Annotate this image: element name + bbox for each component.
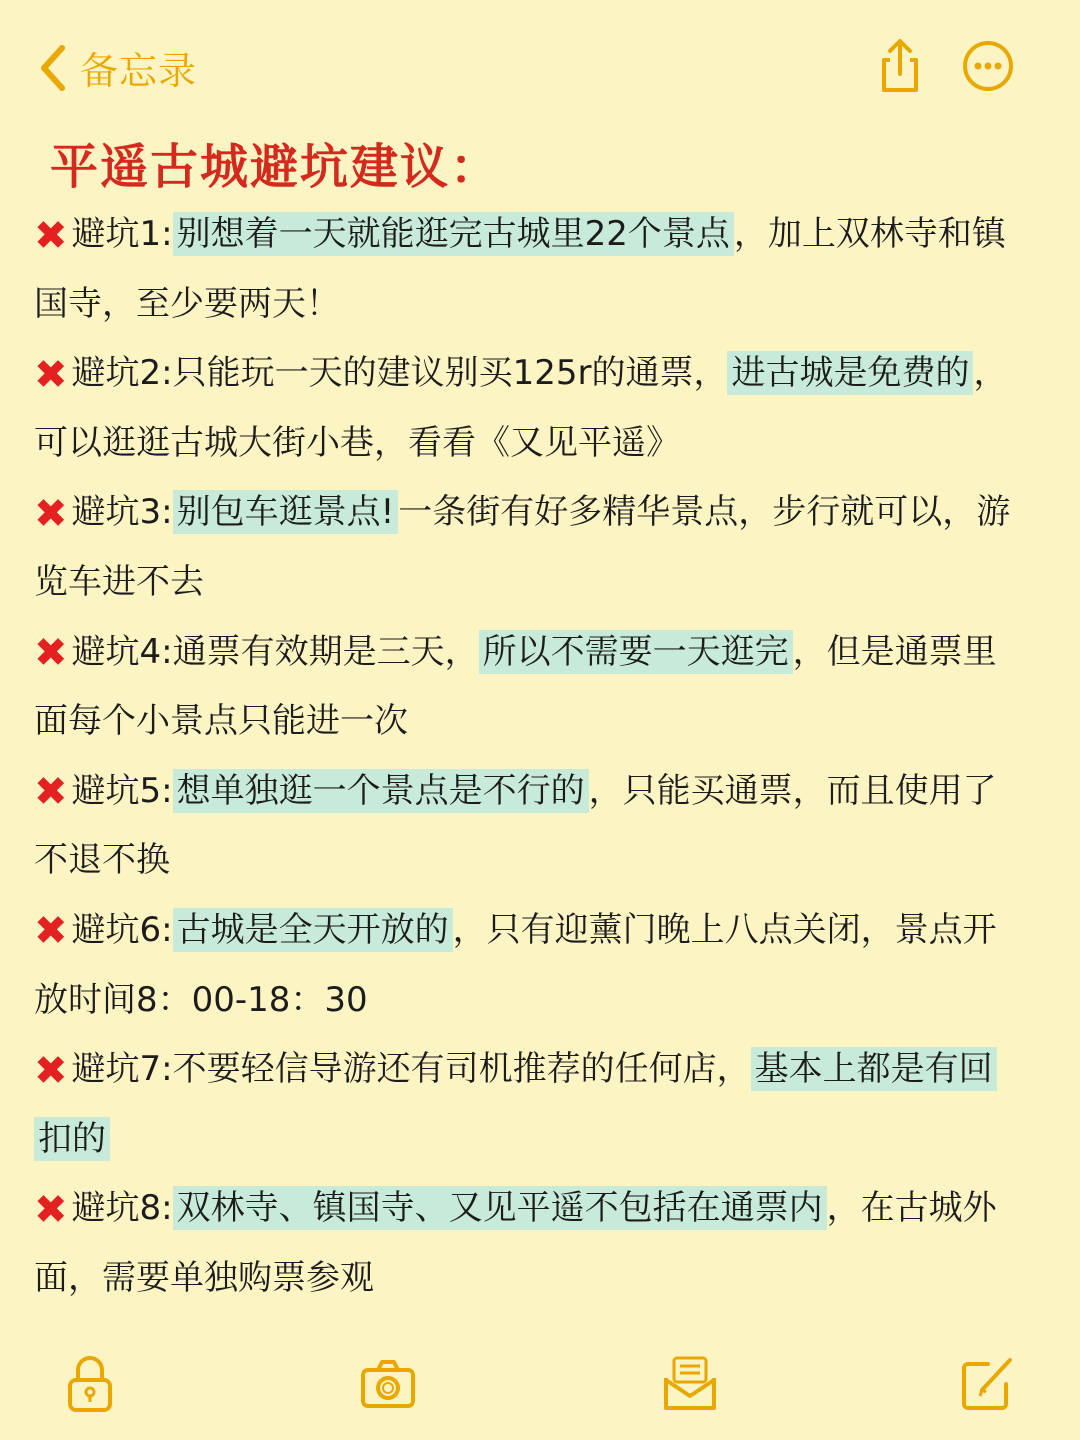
tip-text: ，只能买通票，而且使用了 bbox=[588, 770, 997, 811]
tip-line bbox=[34, 826, 1044, 896]
chevron-left-icon bbox=[36, 42, 72, 94]
cross-icon: ✖ bbox=[34, 1186, 68, 1233]
highlighted-text: 基本上都是有回 bbox=[751, 1047, 997, 1091]
highlighted-text: 别包车逛景点! bbox=[173, 490, 399, 534]
share-icon[interactable] bbox=[872, 38, 928, 94]
tip-item bbox=[34, 757, 1044, 896]
tip-text: ，只有迎薰门晚上八点关闭，景点开 bbox=[452, 909, 997, 950]
tip-text: 放时间8：00-18：30 bbox=[34, 979, 368, 1020]
tip-text: ， bbox=[973, 353, 1008, 394]
tip-item bbox=[34, 478, 1044, 617]
tip-text: 面每个小景点只能进一次 bbox=[34, 701, 408, 742]
cross-icon: ✖ bbox=[34, 212, 68, 259]
tip-line bbox=[34, 548, 1044, 618]
back-button[interactable] bbox=[36, 40, 197, 95]
highlighted-text: 古城是全天开放的 bbox=[173, 908, 453, 952]
tip-text: 可以逛逛古城大街小巷，看看《又见平遥》 bbox=[34, 422, 680, 463]
tip-text: 一条街有好多精华景点，步行就可以，游 bbox=[398, 492, 1011, 533]
tip-text: 不退不换 bbox=[34, 840, 170, 881]
note-title: 平遥古城避坑建议： bbox=[50, 139, 501, 195]
tip-line bbox=[34, 200, 1044, 270]
tip-line bbox=[34, 270, 1044, 340]
highlighted-text: 想单独逛一个景点是不行的 bbox=[173, 769, 589, 813]
cross-icon: ✖ bbox=[34, 630, 68, 677]
tip-line bbox=[34, 687, 1044, 757]
tip-text: 国寺，至少要两天！ bbox=[34, 283, 340, 324]
tip-line bbox=[34, 1035, 1044, 1105]
tip-item bbox=[34, 1174, 1044, 1313]
tip-text: 避坑4:通票有效期是三天， bbox=[71, 631, 479, 672]
tip-text: 避坑5: bbox=[71, 770, 173, 811]
tip-text: 避坑6: bbox=[71, 909, 173, 950]
bottom-toolbar bbox=[0, 1340, 1080, 1440]
tip-line bbox=[34, 757, 1044, 827]
cross-icon: ✖ bbox=[34, 908, 68, 955]
tip-line bbox=[34, 478, 1044, 548]
camera-icon[interactable] bbox=[358, 1352, 418, 1414]
tip-line bbox=[34, 409, 1044, 479]
cross-icon: ✖ bbox=[34, 769, 68, 816]
highlighted-text: 进古城是免费的 bbox=[727, 351, 973, 395]
tip-text: ，但是通票里 bbox=[792, 631, 997, 672]
highlighted-text: 所以不需要一天逛完 bbox=[479, 630, 793, 674]
more-icon[interactable] bbox=[960, 38, 1016, 94]
tip-line bbox=[34, 966, 1044, 1036]
new-note-icon[interactable] bbox=[958, 1352, 1018, 1414]
tip-line bbox=[34, 896, 1044, 966]
tip-text: 览车进不去 bbox=[34, 561, 204, 602]
tip-line bbox=[34, 1244, 1044, 1314]
tip-line bbox=[34, 1174, 1044, 1244]
tip-line bbox=[34, 1105, 1044, 1175]
highlighted-text: 扣的 bbox=[34, 1117, 110, 1161]
tip-item bbox=[34, 896, 1044, 1035]
tip-text: 避坑7:不要轻信导游还有司机推荐的任何店， bbox=[71, 1049, 751, 1090]
tip-item bbox=[34, 339, 1044, 478]
cross-icon: ✖ bbox=[34, 490, 68, 537]
highlighted-text: 别想着一天就能逛完古城里22个景点 bbox=[173, 212, 734, 256]
tip-item bbox=[34, 618, 1044, 757]
tip-text: 面，需要单独购票参观 bbox=[34, 1257, 374, 1298]
tip-text: 避坑8: bbox=[71, 1188, 173, 1229]
tip-line bbox=[34, 618, 1044, 688]
tip-text: ，加上双林寺和镇 bbox=[733, 214, 1006, 254]
tip-text: ，在古城外 bbox=[826, 1188, 997, 1229]
lock-icon[interactable] bbox=[60, 1352, 120, 1414]
note-body[interactable] bbox=[34, 200, 1044, 1314]
cross-icon: ✖ bbox=[34, 351, 68, 398]
navigation-bar bbox=[0, 0, 1080, 130]
compose-mail-icon[interactable] bbox=[660, 1352, 720, 1414]
tip-text: 避坑2:只能玩一天的建议别买125r的通票， bbox=[71, 353, 728, 394]
highlighted-text: 双林寺、镇国寺、又见平遥不包括在通票内 bbox=[173, 1186, 827, 1230]
tip-text: 避坑1: bbox=[71, 214, 173, 254]
tip-item bbox=[34, 1035, 1044, 1174]
tip-line bbox=[34, 339, 1044, 409]
tip-text: 避坑3: bbox=[71, 492, 173, 533]
back-label: 备忘录 bbox=[80, 49, 198, 93]
tip-item bbox=[34, 200, 1044, 339]
cross-icon: ✖ bbox=[34, 1047, 68, 1094]
